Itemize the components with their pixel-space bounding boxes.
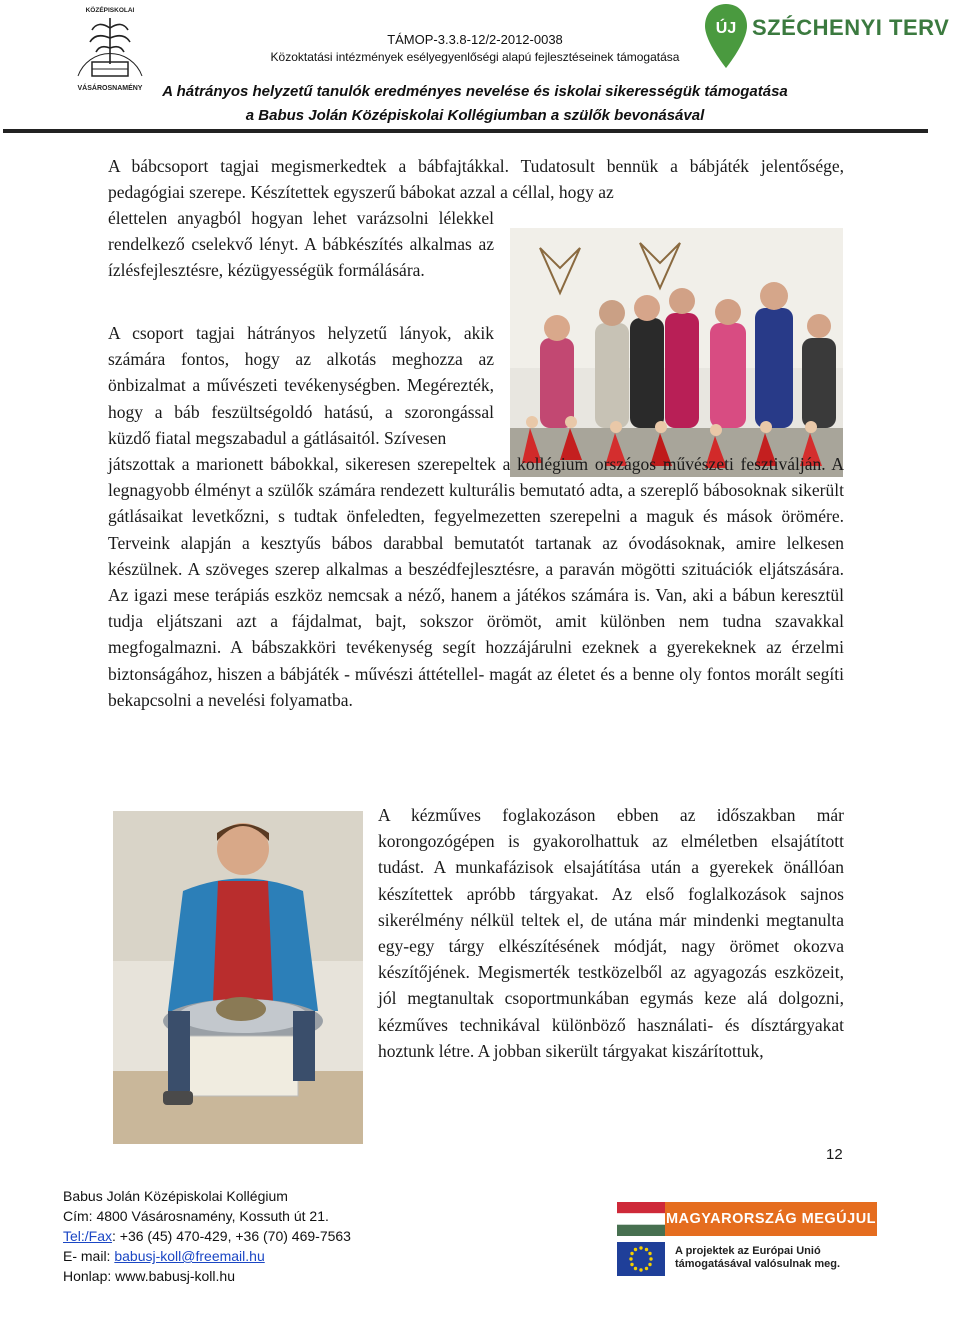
magyarorszag-megujul-banner: MAGYARORSZÁG MEGÚJUL	[665, 1202, 877, 1236]
footer-org-name: Babus Jolán Középiskolai Kollégium	[63, 1188, 288, 1204]
school-logo	[70, 4, 150, 94]
puppet-group-photo	[510, 228, 843, 477]
project-title-line2: a Babus Jolán Középiskolai Kollégiumban a szülők bevonásával	[245, 107, 705, 124]
svg-text:ÚJ: ÚJ	[715, 20, 737, 37]
page-number: 12	[826, 1146, 843, 1163]
paragraph-intro: A bábcsoport tagjai megismerkedtek a bábfajtákkal. Tudatosult bennük a bábjáték jelentősége, pedagógiai szerepe. Készítettek egyszerű bábokat azzal a céllal, hogy az	[108, 156, 844, 203]
pottery-wheel-photo	[113, 811, 363, 1144]
paragraph-crafts: A kézműves foglakozáson ebben az időszakban már korongozógépen is gyakorolhattuk az elméletben elsajátított tudást. A munkafázisok elsajátítása után a gyerekek önállóan készítettek apróbb tárgyakat. Az első foglalkozások sajnos sikerélmény nélkül teltek el, de utána már mindenki megtanulta egy-egy tárgy elkészítésének módját, nagy örömet okozva készítőjének. Megismerték testközelből az agyagozás eszközeit, jól megtanultak csoportmunkában egymás keze alá dolgozni, kézműves technikával különböző használati- és dísztárgyakat hoztunk létre. A jobban sikerült tárgyakat kiszárítottuk,	[378, 805, 844, 1061]
footer-address: Cím: 4800 Vásárosnamény, Kossuth út 21.	[63, 1208, 329, 1224]
svg-text:KÖZÉPISKOLAI: KÖZÉPISKOLAI	[85, 7, 135, 14]
paragraph-intro-continued: élettelen anyagból hogyan lehet varázsolni lélekkel rendelkező cselekvő lényt. A bábkészítés alkalmas az ízlésfejlesztésre, kézügyességük formálására.	[108, 208, 494, 281]
footer-contact	[63, 1186, 351, 1286]
header-divider	[3, 129, 928, 133]
paragraph-marionette: játszottak a marionett bábokkal, sikeresen szerepeltek a kollégium országos művészeti fesztiválján. A legnagyobb élményt a szülők számára rendezett kulturális bemutató adta, a szereplő bábosoknak sikerült gátlásaikat levetkőzni, s tudtak önfeledten, fegyelmezetten szerepelni a maguk és mások örömére. Terveink alapján a kesztyűs bábos darabbal bemutatót tartanak az óvodásoknak, amire lelkesen készülnek. A szöveges szerep alkalmas a beszédfejlesztésre, a paraván mögötti szituációk eljátszására. Az igazi mese terápiás eszköz nemcsak a néző, hanem a játékos számára is. Van, aki a bábun keresztül tudja eljátszani azt a fájdalmat, bajt, sokszor örömöt, amit különben nem tudna szavakkal megfogalmazni. A bábszakköri tevékenység segít hozzájárulni ezeknek a gyerekeknek az érzelmi biztonságához, hiszen a bábjáték - művészi áttétellel- magát az életet és a benne oly fontos morált segíti bekapcsolni a nevelési folyamatba.	[108, 454, 844, 710]
project-code: TÁMOP-3.3.8-12/2-2012-0038	[387, 32, 563, 47]
logo-caption: VÁSÁROSNAMÉNY	[77, 85, 143, 92]
szechenyi-title: SZÉCHENYI TERV	[752, 15, 950, 40]
eu-support-text: A projektek az Európai Unió támogatásával valósulnak meg.	[675, 1245, 841, 1270]
paragraph-group-members: A csoport tagjai hátrányos helyzetű lányok, akik számára fontos, hogy az alkotás meghozza az önbizalmat a művészeti tevékenységben. Megérezték, hogy a báb feszültségoldó hatású, a szorongással küzdő fiatal megszabadul a gátlásaitól. Szívesen	[108, 323, 494, 448]
eu-flag-icon	[617, 1242, 665, 1276]
project-title-line1: A hátrányos helyzetű tanulók eredményes nevelése és iskolai sikerességük támogatása	[162, 83, 788, 100]
hungarian-flag-icon	[617, 1202, 665, 1236]
footer-phone: Tel:/Fax: +36 (45) 470-429, +36 (70) 469-7563	[63, 1228, 351, 1244]
szechenyi-pin-logo	[703, 2, 749, 72]
project-subtitle: Közoktatási intézmények esélyegyenlőségi alapú fejlesztéseinek támogatása	[270, 50, 680, 64]
footer-email: E- mail: babusj-koll@freemail.hu	[63, 1248, 265, 1264]
footer-website: Honlap: www.babusj-koll.hu	[63, 1268, 235, 1284]
footer-tel-link[interactable]: Tel:/Fax	[63, 1228, 113, 1244]
footer-email-link[interactable]: babusj-koll@freemail.hu	[114, 1248, 265, 1264]
